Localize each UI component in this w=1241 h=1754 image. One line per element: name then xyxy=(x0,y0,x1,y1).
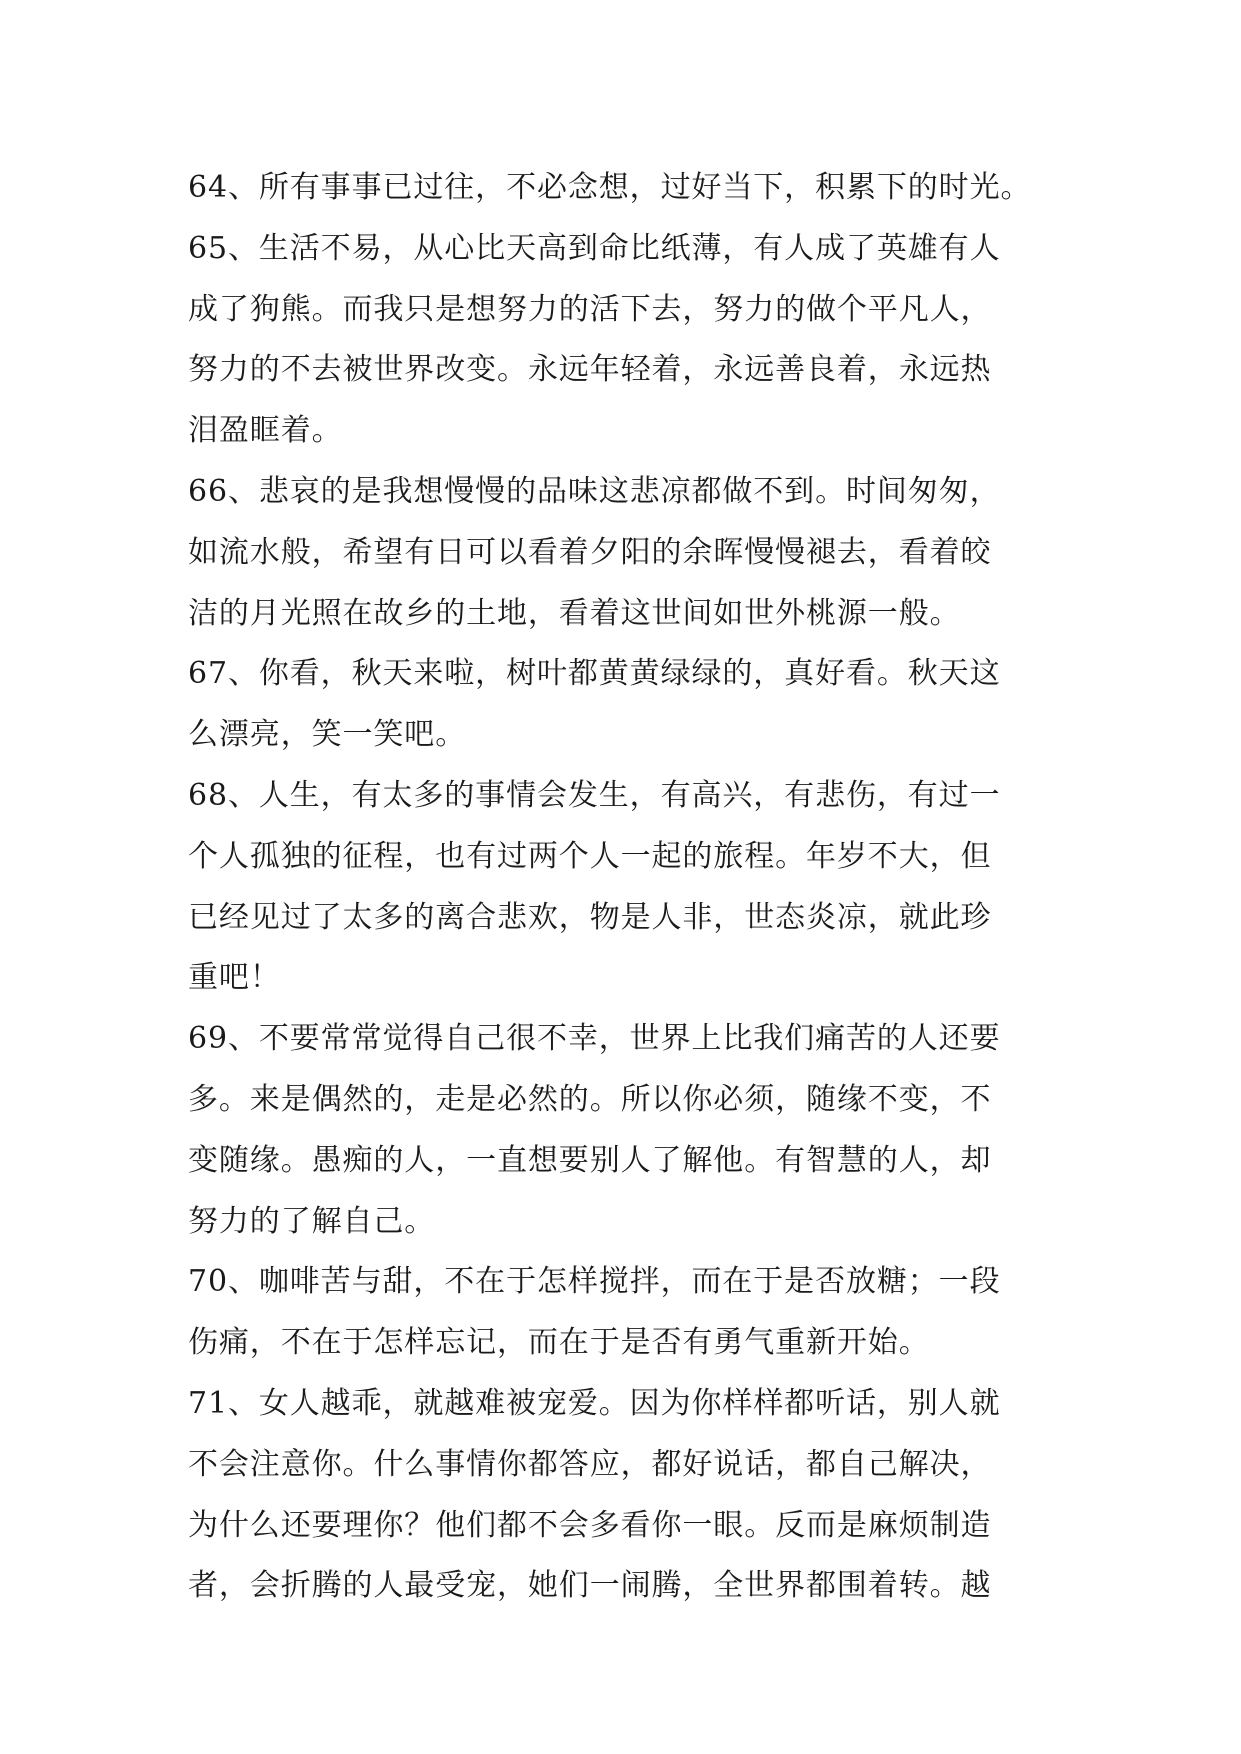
text-line: 泪盈眶着。 xyxy=(188,413,343,449)
text-line: 71、女人越乖，就越难被宠爱。因为你样样都听话，别人就 xyxy=(188,1385,1001,1421)
text-line: 如流水般，希望有日可以看着夕阳的余晖慢慢褪去，看着皎 xyxy=(188,534,992,570)
text-line: 么漂亮，笑一笑吧。 xyxy=(188,717,467,753)
text-line: 65、生活不易，从心比天高到命比纸薄，有人成了英雄有人 xyxy=(188,230,1001,266)
text-line: 努力的不去被世界改变。永远年轻着，永远善良着，永远热 xyxy=(188,352,992,388)
text-line: 为什么还要理你？他们都不会多看你一眼。反而是麻烦制造 xyxy=(188,1507,992,1543)
text-line: 不会注意你。什么事情你都答应，都好说话，都自己解决， xyxy=(188,1446,992,1482)
text-line: 多。来是偶然的，走是必然的。所以你必须，随缘不变，不 xyxy=(188,1081,992,1117)
text-line: 者，会折腾的人最受宠，她们一闹腾，全世界都围着转。越 xyxy=(188,1568,992,1604)
text-line: 68、人生，有太多的事情会发生，有高兴，有悲伤，有过一 xyxy=(188,777,1001,813)
text-line: 66、悲哀的是我想慢慢的品味这悲凉都做不到。时间匆匆， xyxy=(188,473,1001,509)
text-line: 重吧！ xyxy=(188,960,281,996)
text-line: 67、你看，秋天来啦，树叶都黄黄绿绿的，真好看。秋天这 xyxy=(188,656,1001,692)
text-line: 69、不要常常觉得自己很不幸，世界上比我们痛苦的人还要 xyxy=(188,1021,1001,1057)
text-line: 64、所有事事已过往，不必念想，过好当下，积累下的时光。 xyxy=(188,170,1032,205)
text-line: 个人孤独的征程，也有过两个人一起的旅程。年岁不大，但 xyxy=(188,838,992,874)
text-line: 努力的了解自己。 xyxy=(188,1203,436,1239)
text-line: 70、咖啡苦与甜，不在于怎样搅拌，而在于是否放糖；一段 xyxy=(188,1264,1001,1300)
text-line: 已经见过了太多的离合悲欢，物是人非，世态炎凉，就此珍 xyxy=(188,899,992,935)
text-line: 伤痛，不在于怎样忘记，而在于是否有勇气重新开始。 xyxy=(188,1325,930,1361)
document-body xyxy=(188,158,1068,1617)
text-line: 成了狗熊。而我只是想努力的活下去，努力的做个平凡人， xyxy=(188,291,992,327)
text-line: 洁的月光照在故乡的土地，看着这世间如世外桃源一般。 xyxy=(188,595,961,631)
text-line: 变随缘。愚痴的人，一直想要别人了解他。有智慧的人，却 xyxy=(188,1142,992,1178)
